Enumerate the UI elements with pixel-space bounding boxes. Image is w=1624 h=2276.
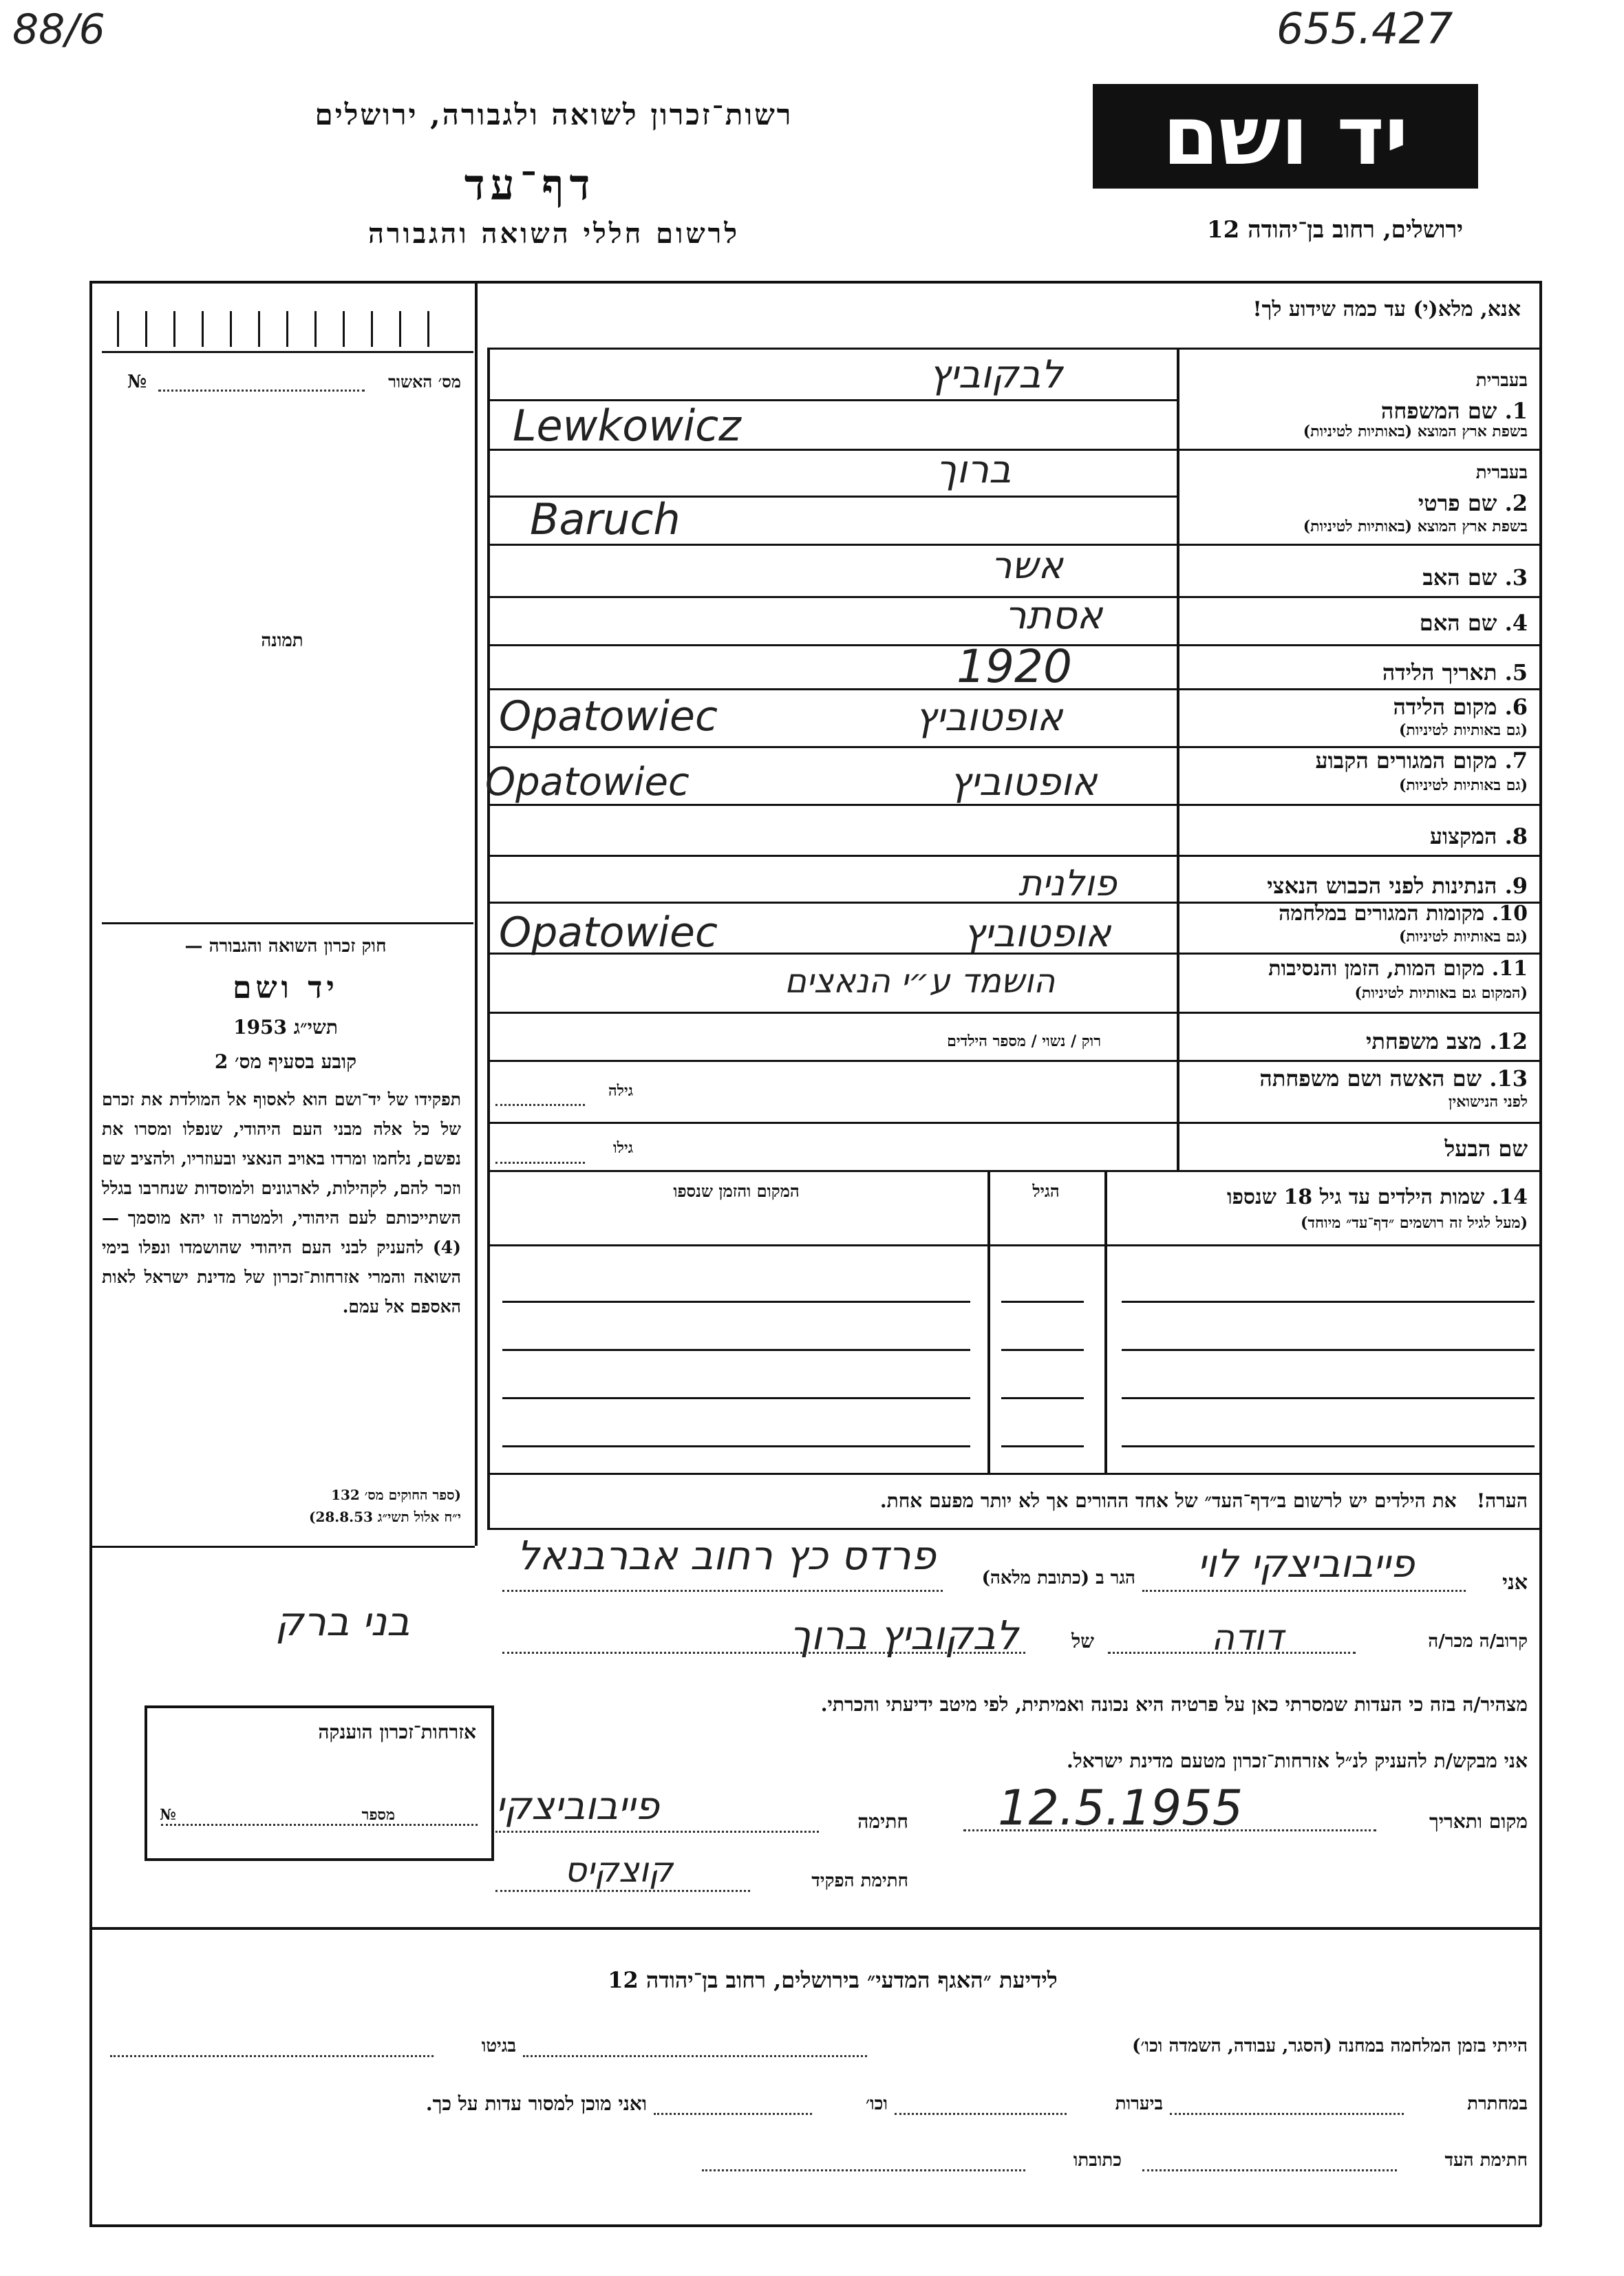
- witness-name-value[interactable]: פייבוביצקי לוי: [1197, 1542, 1415, 1586]
- form-subtitle: לרשום חללי השואה והגבורה: [367, 217, 740, 250]
- surname-hebrew-value[interactable]: לבקוביץ: [929, 352, 1063, 397]
- children-row-line[interactable]: [1122, 1349, 1535, 1351]
- bottom-address-label: כתובתו: [1073, 2150, 1122, 2171]
- bottom-section-rule: [89, 1927, 1541, 1930]
- wartime-residence-latin-value[interactable]: Opatowiec: [499, 908, 718, 957]
- row-rule: [487, 1060, 1540, 1062]
- field-8-label: 8. המקצוע: [1429, 823, 1528, 849]
- residence-hebrew-value[interactable]: אופטוביץ: [950, 760, 1098, 805]
- bottom-line1-start: הייתי בזמן המלחמה במחנה (הסגר, עבודה, השמדה וכו׳): [1132, 2036, 1528, 2056]
- bottom-line2-etc: וכו׳: [865, 2094, 888, 2114]
- clerk-label: חתימת הפקיד: [811, 1871, 908, 1891]
- children-row-line[interactable]: [1122, 1301, 1535, 1303]
- field-12-label: 12. מצב משפחתי: [1366, 1028, 1528, 1054]
- declaration-text: מצהיר/ה בזה כי העדות שמסרתי כאן על פרטיה היא נכונה ואמיתית, לפי מיטב ידיעתי והכרתי.: [820, 1693, 1528, 1716]
- field-7-sublabel: (גם באותיות לטיניות): [1398, 776, 1528, 794]
- place-date-value[interactable]: 12.5.1955: [998, 1780, 1243, 1836]
- children-row-line[interactable]: [502, 1349, 970, 1351]
- row-rule: [487, 855, 1540, 857]
- place-date-label: מקום ותאריך: [1429, 1810, 1528, 1833]
- bottom-witness-signature-label: חתימת העד: [1444, 2150, 1528, 2171]
- etc-field[interactable]: [654, 2113, 812, 2115]
- children-col-divider: [1104, 1170, 1107, 1473]
- of-line: [502, 1652, 1025, 1654]
- law-footnote-1: (ספר החוקים מס׳ 132: [331, 1487, 461, 1503]
- law-text: תפקידו של יד־ושם הוא לאסוף אל המולדת את זכרם של כל אלה מבני העם היהודי, שנפלו ומסרו את נפשם, נלחמו ומרדו באויב הנאצי ובעוזריו, ולהציב שם וזכר להם, לקהילות, לארגונים ולמוסדות שנחרבו בגלל השתייכותם לעם היהודי, ולמטרה זו יהא מוסמך — (4) להעניק לבני העם היהודי שהושמדו ונפלו בימי השואה והמרי אזרחות־זכרון של מדינת ישראל לאות האספם אל עמם.: [102, 1089, 461, 1317]
- note-label: הערה!: [1476, 1489, 1528, 1512]
- field-2-sublabel: בשפת ארץ המוצא (באותיות לטיניות): [1303, 518, 1528, 535]
- mother-name-value[interactable]: אסתר: [1005, 593, 1103, 638]
- form-title: דף־עד: [464, 160, 596, 210]
- field-2-label: 2. שם פרטי: [1418, 490, 1528, 516]
- row-rule: [487, 1012, 1540, 1014]
- children-sublabel: (מעל לגיל זה רושמים ״דף־עד״ מיוחד): [1300, 1214, 1528, 1232]
- children-row-line[interactable]: [1001, 1301, 1084, 1303]
- approval-number-symbol: №: [127, 372, 147, 392]
- approval-number-field[interactable]: [158, 390, 365, 392]
- field-7-label: 7. מקום המגורים הקבוע: [1315, 747, 1528, 774]
- field-1-sublabel: בשפת ארץ המוצא (באותיות לטיניות): [1303, 423, 1528, 440]
- bottom-line2-end: ואני מוכן למסור עדות על כך.: [425, 2092, 647, 2115]
- note-bottom-rule: [487, 1528, 1540, 1530]
- wife-age-label: גילה: [608, 1082, 633, 1100]
- form-body-left-edge: [487, 348, 490, 1528]
- husband-age-field[interactable]: [495, 1162, 585, 1164]
- bottom-line2-forests: ביערות: [1115, 2094, 1163, 2114]
- children-row-line[interactable]: [502, 1301, 970, 1303]
- row-rule: [487, 804, 1540, 806]
- row-rule: [487, 953, 1540, 955]
- children-row-line[interactable]: [1001, 1349, 1084, 1351]
- citizenship-box-title: אזרחות־זכרון הוענקה: [318, 1721, 476, 1743]
- logo-text: יד ושם: [1162, 88, 1409, 183]
- underground-field[interactable]: [1170, 2113, 1404, 2115]
- birth-date-value[interactable]: 1920: [957, 640, 1072, 693]
- clerk-line: [495, 1890, 750, 1892]
- place-time-header: המקום והזמן שנספו: [673, 1181, 800, 1201]
- top-instruction: אנא, מלא(י) עד כמה שידוע לך!: [1252, 297, 1521, 321]
- field-10-label: 10. מקומות המגורים במלחמה: [1279, 902, 1528, 926]
- row-rule: [487, 1122, 1540, 1124]
- field-3-label: 3. שם האב: [1422, 564, 1528, 591]
- wife-age-field[interactable]: [495, 1104, 585, 1106]
- row-rule: [487, 688, 1540, 690]
- field-1-label: 1. שם המשפחה: [1380, 398, 1528, 424]
- birth-place-hebrew-value[interactable]: אופטוביץ: [915, 695, 1063, 740]
- camp-field[interactable]: [523, 2055, 867, 2057]
- first-name-latin-value[interactable]: Baruch: [530, 494, 681, 544]
- children-header-rule: [487, 1244, 1540, 1246]
- field-13-label: 13. שם האשה ושם משפחתה: [1259, 1065, 1528, 1092]
- row-rule: [487, 449, 1540, 451]
- relation-line: [1108, 1652, 1356, 1654]
- husband-name-label: שם הבעל: [1444, 1136, 1528, 1162]
- row-rule: [487, 1170, 1540, 1172]
- bottom-line2-underground: במחתרת: [1467, 2094, 1528, 2114]
- children-row-line[interactable]: [1122, 1397, 1535, 1399]
- children-bottom-rule: [487, 1473, 1540, 1475]
- authority-line: רשות־זכרון לשואה ולגבורה, ירושלים: [314, 98, 793, 131]
- field-11-label: 11. מקום המות, הזמן והנסיבות: [1268, 957, 1528, 981]
- signature-label: חתימה: [857, 1810, 908, 1833]
- field-6-label: 6. מקום הלידה: [1393, 694, 1528, 720]
- label-column-divider: [1177, 348, 1179, 1170]
- age-col-divider: [987, 1170, 990, 1473]
- wartime-residence-hebrew-value[interactable]: אופטוביץ: [963, 911, 1111, 956]
- photo-label: תמונה: [261, 630, 303, 651]
- field-5-label: 5. תאריך הלידה: [1382, 659, 1528, 685]
- first-name-hebrew-value[interactable]: ברוך: [936, 447, 1012, 492]
- father-name-value[interactable]: אשר: [991, 544, 1063, 587]
- residing-label: הגר ב (כתובת מלאה): [981, 1568, 1135, 1588]
- field-13-sublabel: לפני הנישואין: [1448, 1093, 1528, 1111]
- address-line: ירושלים, רחוב בן־יהודה 12: [1206, 216, 1464, 244]
- left-column-divider: [475, 281, 478, 1546]
- children-row-line[interactable]: [502, 1397, 970, 1399]
- witness-name-line: [1142, 1590, 1466, 1592]
- children-row-line[interactable]: [1001, 1445, 1084, 1447]
- law-name: יד ושם: [233, 970, 339, 1006]
- children-row-line[interactable]: [1001, 1397, 1084, 1399]
- relation-value[interactable]: דודה: [1211, 1617, 1283, 1659]
- of-value[interactable]: לבקוביץ ברוך: [789, 1612, 1018, 1659]
- witness-signature-field[interactable]: [1142, 2169, 1397, 2171]
- frame-left: [89, 281, 92, 2226]
- law-title: חוק זכרון השואה והגבורה —: [184, 936, 387, 957]
- right-archive-number: 655.427: [1276, 3, 1453, 54]
- death-place-value[interactable]: הושמד ע״י הנאצים: [784, 962, 1056, 1001]
- signature-value[interactable]: פייבוביצקי: [495, 1784, 660, 1829]
- law-footnote-2: י״ח אלול תשי״ג 28.8.53): [308, 1509, 461, 1525]
- in-hebrew-label-1: בעברית: [1475, 370, 1528, 391]
- in-hebrew-label-2: בעברית: [1475, 462, 1528, 483]
- field-10-sublabel: (גם באותיות לטיניות): [1398, 928, 1528, 946]
- age-header: הגיל: [1032, 1181, 1060, 1201]
- forests-field[interactable]: [895, 2113, 1067, 2115]
- law-year: תשי״ג 1953: [233, 1016, 338, 1039]
- photo-bottom-rule: [102, 922, 473, 924]
- approval-number-label: מס׳ האשור: [388, 372, 461, 392]
- frame-bottom: [89, 2224, 1541, 2227]
- ghetto-field[interactable]: [110, 2055, 434, 2057]
- citizenship-box: [145, 1705, 494, 1861]
- note-text: את הילדים יש לרשום ב״דף־העד״ של אחד ההורים אך לא יותר מפעם אחת.: [879, 1489, 1457, 1512]
- address-line: [502, 1590, 943, 1592]
- citizenship-number-field[interactable]: [161, 1824, 478, 1826]
- frame-right: [1539, 281, 1542, 2226]
- signature-line: [495, 1831, 819, 1833]
- marital-status-options: רוק / נשוי / מספר הילדים: [947, 1032, 1101, 1050]
- tick-rule: [102, 351, 473, 353]
- children-row-line[interactable]: [502, 1445, 970, 1447]
- citizenship-number-symbol: №: [160, 1806, 176, 1824]
- frame-top: [89, 281, 1541, 284]
- field-9-label: 9. הנתינות לפני הכבוש הנאצי: [1267, 873, 1528, 899]
- law-section: קובע בסעיף מס׳ 2: [214, 1050, 357, 1073]
- field-6-sublabel: (גם באותיות לטיניות): [1398, 721, 1528, 739]
- bottom-header: לידיעת ״האגף המדעי״ בירושלים, רחוב בן־יהודה 12: [608, 1967, 1058, 1993]
- children-label: 14. שמות הילדים עד גיל 18 שנספו: [1226, 1185, 1528, 1209]
- place-date-line: [963, 1829, 1376, 1831]
- surname-latin-value[interactable]: Lewkowicz: [513, 401, 741, 451]
- citizenship-number-label: מספר: [361, 1806, 395, 1824]
- residence-latin-value[interactable]: Opatowiec: [485, 760, 690, 805]
- witness-address-field[interactable]: [702, 2169, 1025, 2171]
- witness-address-value[interactable]: פרדס כץ רחוב אברבנאל: [516, 1532, 936, 1579]
- request-text: אני מבקש/ת להעניק לנ״ל אזרחות־זכרון מטעם מדינת ישראל.: [1066, 1749, 1528, 1772]
- instruction-rule: [487, 348, 1540, 350]
- i-label: אני: [1502, 1571, 1528, 1595]
- citizenship-value[interactable]: פולנית: [1018, 863, 1117, 904]
- left-archive-number: 88/6: [12, 6, 105, 54]
- yad-vashem-logo: [1093, 84, 1478, 189]
- husband-age-label: גילו: [613, 1139, 633, 1157]
- relation-label: קרוב/ה מכר/ה: [1428, 1631, 1528, 1652]
- children-row-line[interactable]: [1122, 1445, 1535, 1447]
- birth-place-latin-value[interactable]: Opatowiec: [499, 692, 718, 741]
- clerk-signature-value[interactable]: קוצקיס: [564, 1850, 673, 1890]
- field-4-label: 4. שם האם: [1419, 610, 1528, 636]
- witness-city-value[interactable]: בני ברק: [275, 1598, 410, 1645]
- of-label: של: [1071, 1630, 1094, 1652]
- field-11-sublabel: (המקום גם באותיות לטיניות): [1354, 984, 1528, 1002]
- approval-tick-boxes: [117, 311, 456, 350]
- bottom-line1-end: בגיטו: [481, 2036, 516, 2056]
- note-line: [502, 1489, 1528, 1513]
